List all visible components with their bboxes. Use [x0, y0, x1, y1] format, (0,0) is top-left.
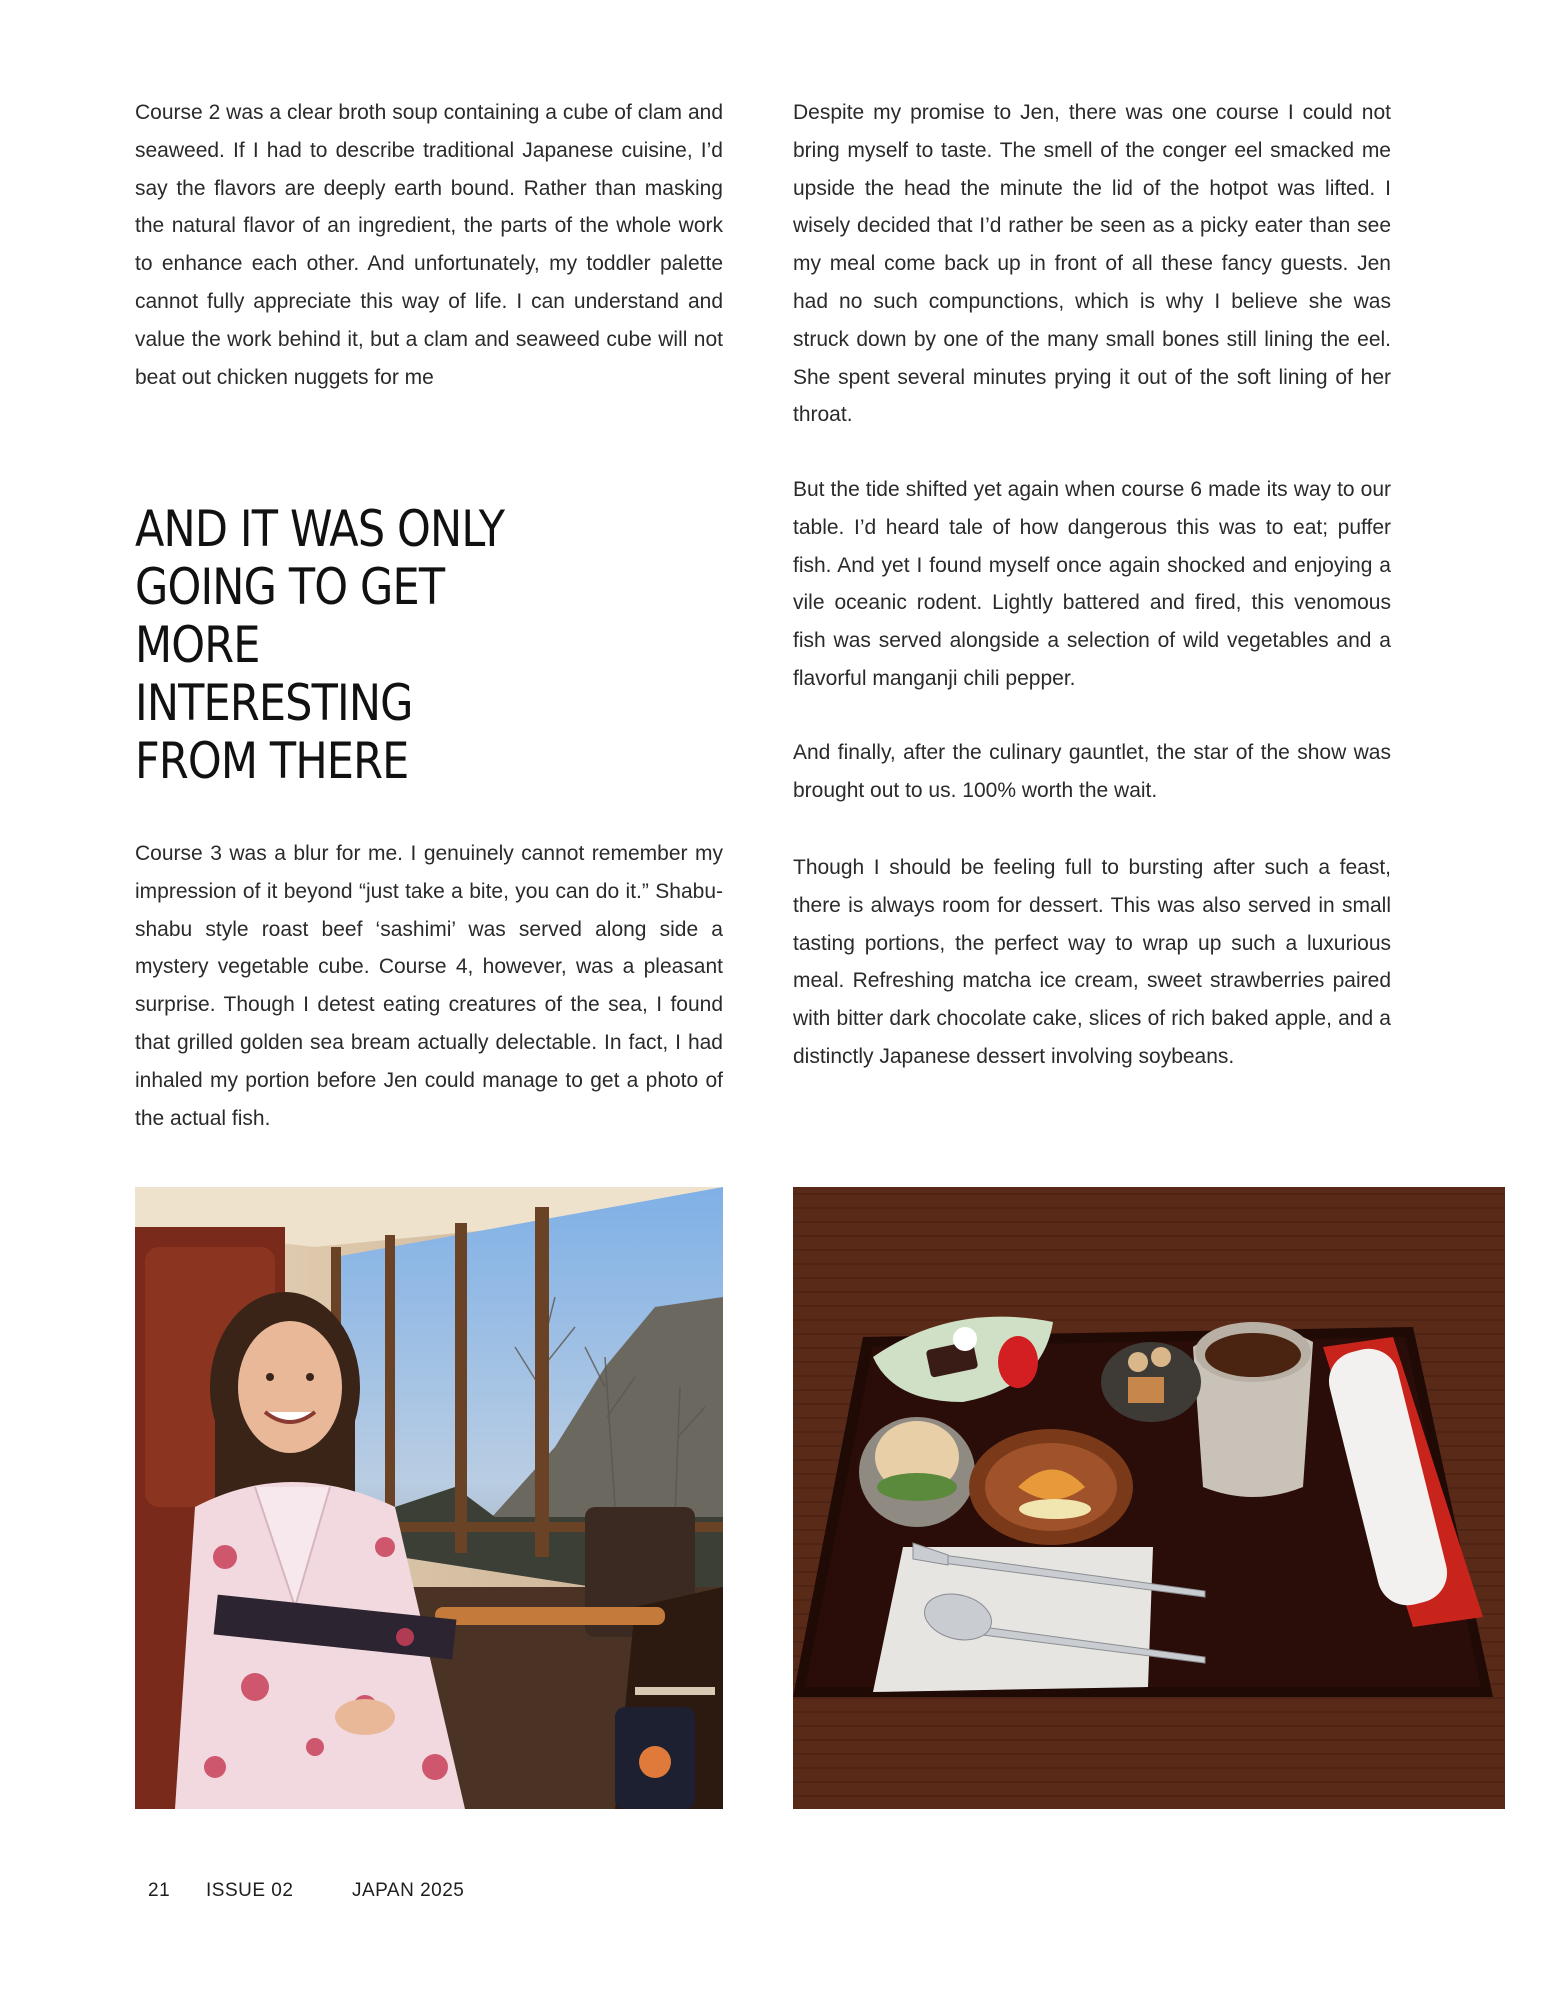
right-paragraph-star-of-show: And finally, after the culinary gauntlet, the star of the show was brought out to us. 100% worth the wait. [793, 741, 1391, 802]
right-paragraph-dessert: Though I should be feeling full to bursting after such a feast, there is always room for dessert. This was also served in small tasting portions, the perfect way to wrap up such a luxurious meal. Refreshing matcha ice cream, sweet strawberries paired with bitter dark chocolate cake, slices of rich baked apple, and a distinctly Japanese dessert involving soybeans. [793, 856, 1391, 1068]
page-number: 21 [148, 1880, 171, 1901]
photo-woman-in-kimono [135, 1187, 723, 1809]
pull-quote-heading: AND IT WAS ONLY GOING TO GET MORE INTERESTING FROM THERE [135, 500, 505, 790]
right-paragraph-conger-eel: Despite my promise to Jen, there was one course I could not bring myself to taste. The smell of the conger eel smacked me upside the head the minute the lid of the hotpot was lifted. I wisely decided that I’d rather be seen as a picky eater than see my meal come back up in front of all these fancy guests. Jen had no such compunctions, which is why I believe she was struck down by one of the many small bones still lining the eel. She spent several minutes prying it out of the soft lining of her throat. [793, 101, 1391, 427]
photo-dessert-tray [793, 1187, 1505, 1809]
edition-label: JAPAN 2025 [352, 1880, 465, 1901]
left-paragraph-course-2: Course 2 was a clear broth soup containing a cube of clam and seaweed. If I had to describe traditional Japanese cuisine, I’d say the flavors are deeply earth bound. Rather than masking the natural flavor of an ingredient, the parts of the whole work to enhance each other. And unfortunately, my toddler palette cannot fully appreciate this way of life. I can understand and value the work behind it, but a clam and seaweed cube will not beat out chicken nuggets for me [135, 101, 723, 389]
issue-label: ISSUE 02 [206, 1880, 294, 1901]
right-paragraph-puffer-fish: But the tide shifted yet again when course 6 made its way to our table. I’d heard tale of how dangerous this was to eat; puffer fish. And yet I found myself once again shocked and enjoying a vile oceanic rodent. Lightly battered and fired, this venomous fish was served alongside a selection of wild vegetables and a flavorful manganji chili pepper. [793, 478, 1391, 690]
left-paragraph-course-3-4: Course 3 was a blur for me. I genuinely cannot remember my impression of it beyond “just take a bite, you can do it.” Shabu-shabu style roast beef ‘sashimi’ was served along side a mystery vegetable cube. Course 4, however, was a pleasant surprise. Though I detest eating creatures of the sea, I found that grilled golden sea bream actually delectable. In fact, I had inhaled my portion before Jen could manage to get a photo of the actual fish. [135, 842, 723, 1130]
